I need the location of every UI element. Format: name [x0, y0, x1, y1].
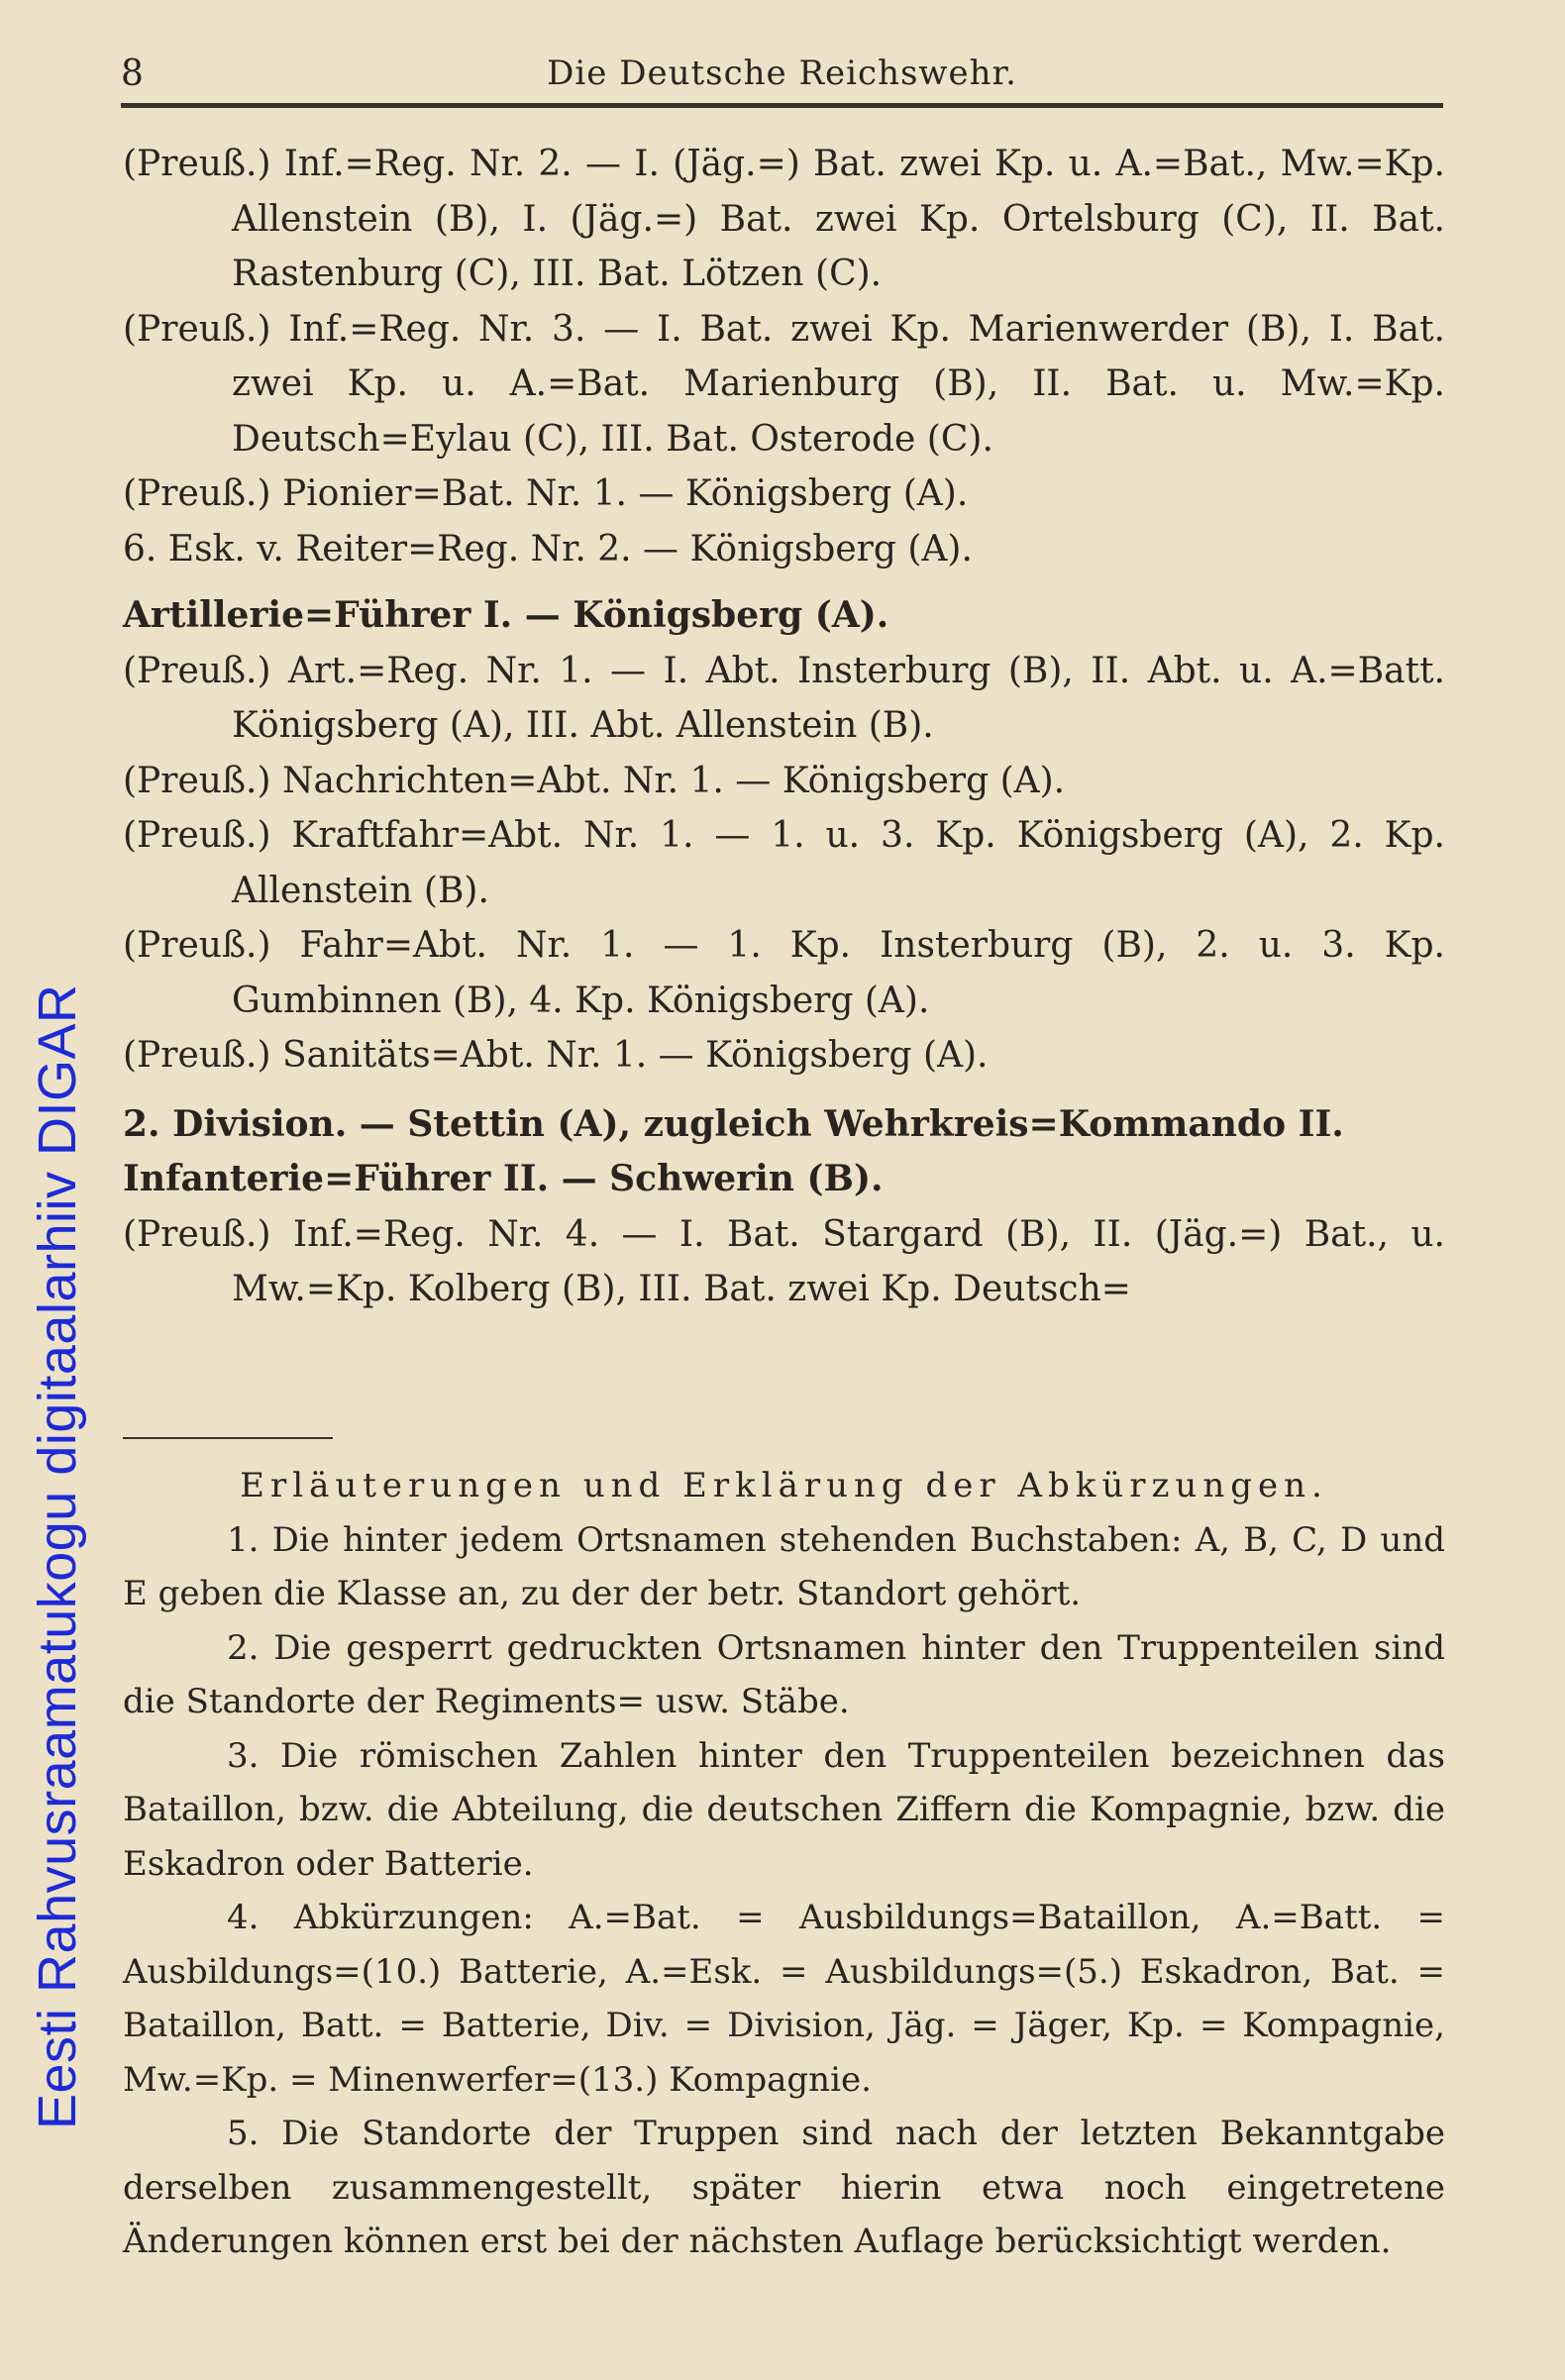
entry-sanitaets-abt-1: (Preuß.) Sanitäts=Abt. Nr. 1. — Königsberg (A).	[123, 1035, 989, 1076]
explanatory-notes	[123, 1459, 1445, 2269]
entry-pionier-bat-1: (Preuß.) Pionier=Bat. Nr. 1. — Königsberg (A).	[123, 473, 969, 514]
note-5: 5. Die Standorte der Truppen sind nach der letzten Bekanntgabe derselben zusammengestellt, später hierin etwa noch eingetretene Änderungen können erst bei der nächsten Auflage berücksichtigt werden.	[123, 2114, 1445, 2261]
digar-watermark: Eesti Rahvusraamatukogu digitaalarhiiv DIGAR	[28, 983, 87, 2129]
note-1: 1. Die hinter jedem Ortsnamen stehenden Buchstaben: A, B, C, D und E geben die Klasse an, zu der der betr. Standort gehört.	[123, 1519, 1445, 1613]
footnote-rule	[123, 1437, 333, 1439]
page-number: 8	[121, 53, 144, 94]
header-rule	[121, 103, 1443, 108]
note-2: 2. Die gesperrt gedruckten Ortsnamen hinter den Truppenteilen sind die Standorte der Regiments= usw. Stäbe.	[123, 1627, 1445, 1721]
note-4: 4. Abkürzungen: A.=Bat. = Ausbildungs=Bataillon, A.=Batt. = Ausbildungs=(10.) Batterie, A.=Esk. = Ausbildungs=(5.) Eskadron, Bat. = Bataillon, Batt. = Batterie, Div. = Division, Jäg. = Jäger, Kp. = Kompagnie, Mw.=Kp. = Minenwerfer=(13.) Kompagnie.	[123, 1898, 1445, 2100]
heading-2-division: 2. Division. — Stettin (A), zugleich Wehrkreis=Kommando II.	[123, 1102, 1344, 1145]
entry-art-reg-1: (Preuß.) Art.=Reg. Nr. 1. — I. Abt. Insterburg (B), II. Abt. u. A.=Batt. Königsberg (A), III. Abt. Allenstein (B).	[123, 650, 1445, 746]
entry-inf-reg-3: (Preuß.) Inf.=Reg. Nr. 3. — I. Bat. zwei Kp. Marienwerder (B), I. Bat. zwei Kp. u. A.=Bat. Marienburg (B), II. Bat. u. Mw.=Kp. Deutsch=Eylau (C), III. Bat. Osterode (C).	[123, 308, 1445, 460]
heading-infanterie-fuehrer-2: Infanterie=Führer II. — Schwerin (B).	[123, 1158, 884, 1199]
entry-nachrichten-abt-1: (Preuß.) Nachrichten=Abt. Nr. 1. — Königsberg (A).	[123, 760, 1066, 801]
running-head: Die Deutsche Reichswehr.	[547, 53, 1017, 93]
entry-reiter-reg-2: 6. Esk. v. Reiter=Reg. Nr. 2. — Königsberg (A).	[123, 528, 973, 569]
note-3: 3. Die römischen Zahlen hinter den Truppenteilen bezeichnen das Bataillon, bzw. die Abteilung, die deutschen Ziffern die Kompagnie, bzw. die Eskadron oder Batterie.	[123, 1735, 1445, 1884]
entry-fahr-abt-1: (Preuß.) Fahr=Abt. Nr. 1. — 1. Kp. Insterburg (B), 2. u. 3. Kp. Gumbinnen (B), 4. Kp. Königsberg (A).	[123, 925, 1445, 1021]
entry-kraftfahr-abt-1: (Preuß.) Kraftfahr=Abt. Nr. 1. — 1. u. 3. Kp. Königsberg (A), 2. Kp. Allenstein (B).	[123, 815, 1445, 911]
unit-listing	[123, 137, 1445, 1317]
heading-artillerie-fuehrer-1: Artillerie=Führer I. — Königsberg (A).	[123, 594, 889, 636]
entry-inf-reg-4: (Preuß.) Inf.=Reg. Nr. 4. — I. Bat. Stargard (B), II. (Jäg.=) Bat., u. Mw.=Kp. Kolberg (B), III. Bat. zwei Kp. Deutsch=	[123, 1213, 1445, 1309]
notes-title: Erläuterungen und Erklärung der Abkürzungen.	[240, 1466, 1328, 1505]
entry-inf-reg-2: (Preuß.) Inf.=Reg. Nr. 2. — I. (Jäg.=) Bat. zwei Kp. u. A.=Bat., Mw.=Kp. Allenstein (B), I. (Jäg.=) Bat. zwei Kp. Ortelsburg (C), II. Bat. Rastenburg (C), III. Bat. Lötzen (C).	[123, 144, 1445, 294]
page-header	[121, 48, 1443, 99]
